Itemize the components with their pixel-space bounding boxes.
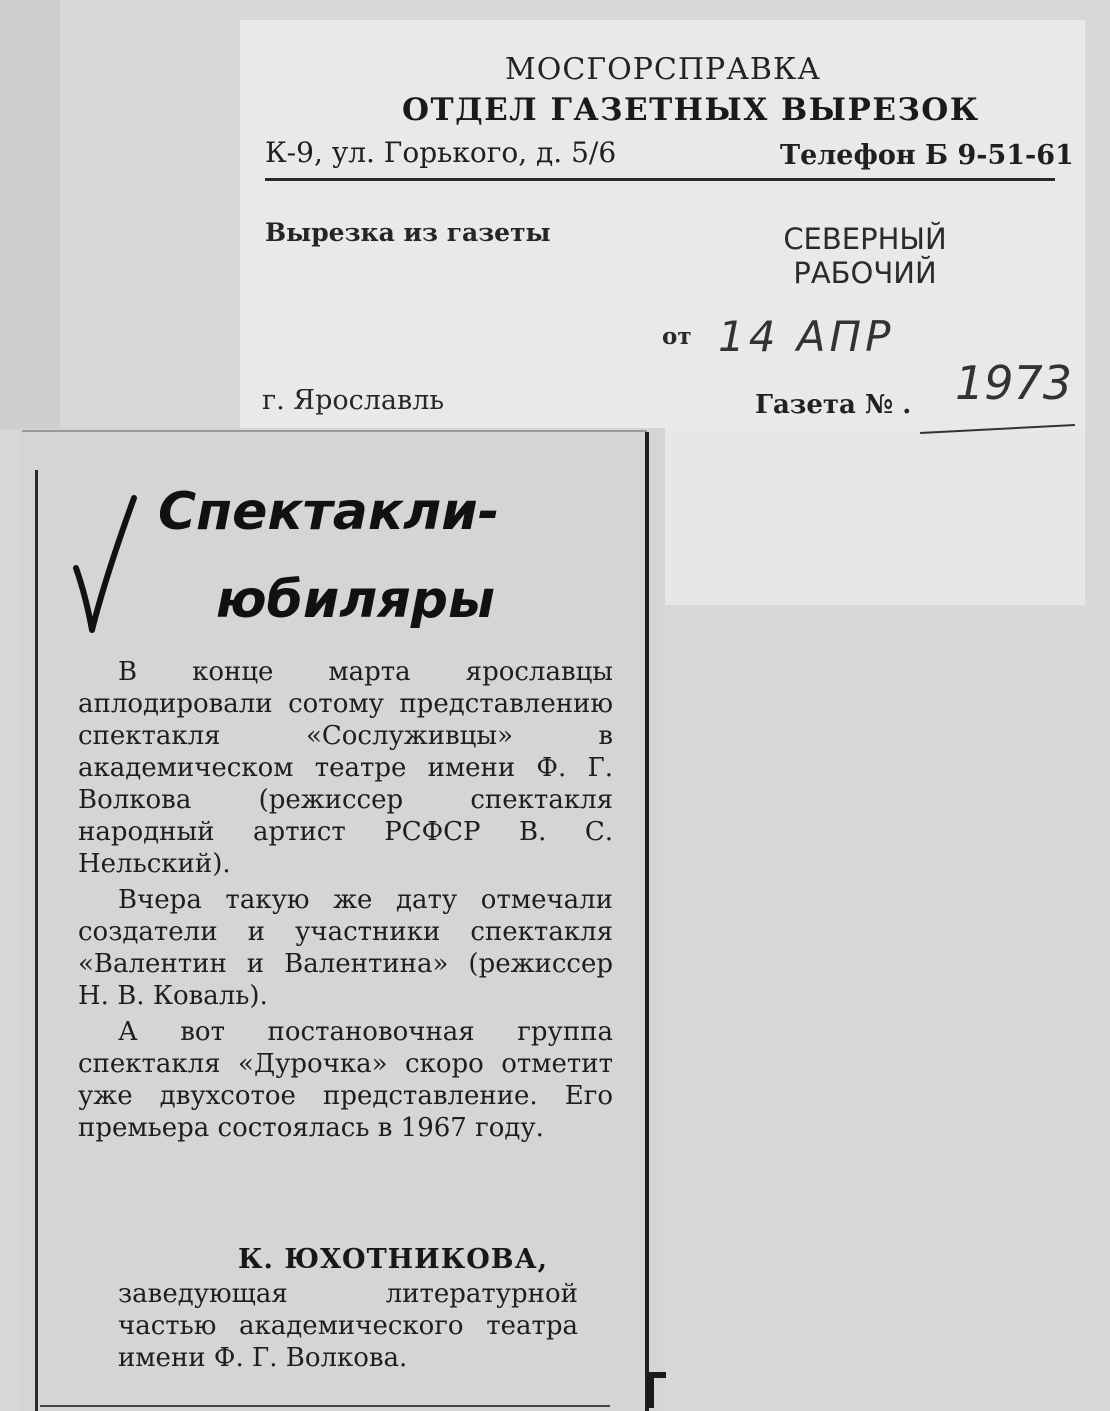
column-rule-left	[35, 470, 38, 1411]
department-name: ОТДЕЛ ГАЗЕТНЫХ ВЫРЕЗОК	[402, 92, 980, 128]
headline-line1: Спектакли-	[158, 482, 500, 542]
headline-line2: юбиляры	[216, 570, 496, 630]
agency-address: К-9, ул. Горького, д. 5/6	[265, 136, 617, 169]
article-body	[78, 656, 613, 1144]
article-headline	[158, 468, 499, 644]
header-divider	[265, 178, 1055, 181]
issue-year-handwritten: 1973	[955, 356, 1073, 410]
clipping-top-edge	[22, 430, 647, 432]
agency-phone: Телефон Б 9-51-61	[780, 140, 1074, 171]
newspaper-name-line1: СЕВЕРНЫЙ	[783, 222, 947, 256]
form-card-paper	[665, 430, 1085, 605]
column-rule-right	[645, 432, 649, 1411]
article-paragraph: Вчера такую же дату отмечали создатели и участники спектакля «Валентин и Валентина» (режиссер Н. В. Коваль).	[78, 885, 613, 1011]
issue-label: Газета № .	[755, 390, 912, 420]
author-name: К. ЮХОТНИКОВА,	[238, 1244, 548, 1275]
article-paragraph: А вот постановочная группа спектакля «Дурочка» скоро отметит уже двухсотое представление. Его премьера состоялась в 1967 году.	[78, 1017, 613, 1143]
date-stamp: 14 АПР	[718, 312, 895, 361]
newspaper-name	[760, 222, 970, 290]
clip-from-label: Вырезка из газеты	[265, 218, 551, 247]
agency-name: МОСГОРСПРАВКА	[505, 52, 821, 87]
scan-background	[0, 0, 60, 430]
city-label: г. Ярославль	[262, 385, 445, 416]
date-from-label: от	[662, 323, 692, 350]
newspaper-name-line2: РАБОЧИЙ	[793, 256, 937, 290]
column-corner-mark	[646, 1372, 666, 1408]
article-paragraph: В конце марта ярославцы аплодировали сотому представлению спектакля «Сослуживцы» в академическом театре имени Ф. Г. Волкова (режиссер спектакля народный артист РСФСР В. С. Нельский).	[78, 657, 613, 879]
author-title: заведующая литературной частью академического театра имени Ф. Г. Волкова.	[118, 1279, 578, 1373]
clipping-bottom-rule	[40, 1405, 610, 1407]
checkmark-icon	[62, 490, 152, 640]
